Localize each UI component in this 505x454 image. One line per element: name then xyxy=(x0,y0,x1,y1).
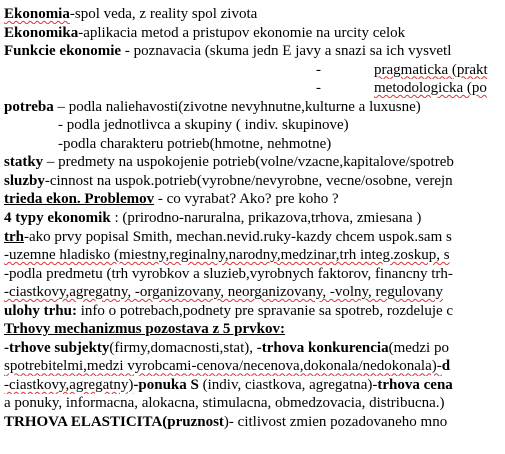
list-item-text: -podla predmetu (trh vyrobkov a sluzieb,vyrobnych faktorov, financny trh- xyxy=(4,265,453,282)
term-statky: statky xyxy=(4,154,44,171)
definition-text: : (prirodno-naruralna, prikazova,trhova, zmiesana ) xyxy=(110,210,422,227)
line-spotrebitelmi xyxy=(4,357,505,376)
list-item-text: -ciastkovy,agregatny, -organizovany, neorganizovany, -volny, regulovany xyxy=(4,284,444,301)
line-uzemne-hladisko xyxy=(4,246,505,265)
line-potreba-jednotlivca xyxy=(4,116,505,135)
term-trh: trh xyxy=(4,228,24,245)
line-potreba xyxy=(4,98,505,117)
term-4-typy-ekonomik: 4 typy ekonomik xyxy=(4,210,111,227)
term-ulohy-trhu: ulohy trhu: xyxy=(4,302,77,319)
definition-text: info o potrebach,podnety pre spravanie sa spotreb, rozdeluje c xyxy=(76,302,454,319)
term-potreba: potreba xyxy=(4,98,54,115)
line-ciastkovy xyxy=(4,283,505,302)
line-trhove-subjekty xyxy=(4,339,505,358)
document-body xyxy=(4,5,505,432)
line-trhova-elasticita xyxy=(4,413,505,432)
line-ulohy-trhu xyxy=(4,302,505,321)
definition-text: -ciastkovy,agregatny) xyxy=(4,376,134,393)
definition-text: )- citlivost zmien pozadovaneho mno xyxy=(223,414,448,431)
term-trhova-konkurencia: -trhova konkurencia xyxy=(256,339,389,356)
line-metodologicka xyxy=(4,79,505,98)
list-item-text: -uzemne hladisko (miestny,reginalny,narodny,medzinar,trh integ.zoskup, s xyxy=(4,247,450,264)
term-fragment: d xyxy=(441,358,451,375)
definition-text: -cinnost na uspok.potrieb(vyrobne/nevyrobne, vecne/osobne, verejn xyxy=(44,172,453,189)
line-ponuka xyxy=(4,376,505,395)
definition-text: - poznavacia (skuma jedn E javy a snazi sa ich vysvetl xyxy=(121,43,452,60)
term-ekonomika: Ekonomika xyxy=(4,24,79,41)
definition-text: (firmy,domacnosti,stat), xyxy=(109,339,257,356)
list-item-text: - podla jednotlivca a skupiny ( indiv. skupinove) xyxy=(58,117,349,134)
line-pragmaticka xyxy=(4,61,505,80)
line-statky xyxy=(4,153,505,172)
definition-text: a ponuky, informacna, alokacna, stimulacna, obmedzovacia, distribucna.) xyxy=(4,395,445,412)
heading-trhovy-mechanizmus: Trhovy mechanizmus pozostava z 5 prvkov: xyxy=(4,321,285,338)
list-item-text: metodologicka (po xyxy=(374,80,487,97)
definition-text: -aplikacia metod a pristupov ekonomie na urcity celok xyxy=(78,24,406,41)
term-trhova-cena: trhova cena xyxy=(377,376,453,393)
definition-text: (indiv, ciastkova, agregatna)- xyxy=(198,376,378,393)
term-trhova-elasticita: TRHOVA ELASTICITA(pruznost xyxy=(4,414,224,431)
line-ekonomika xyxy=(4,24,505,43)
list-item-text: pragmaticka (prakt xyxy=(374,61,488,78)
list-dash: - xyxy=(316,80,321,97)
line-trhovy-mechanizmus xyxy=(4,320,505,339)
line-trieda-problemov xyxy=(4,190,505,209)
line-sluzby xyxy=(4,172,505,191)
definition-text: -spol veda, z reality spol zivota xyxy=(69,6,258,22)
term-ekonomia: Ekonomia xyxy=(4,6,70,22)
definition-text: spotrebitelmi,medzi vyrobcami-cenova/necenova,dokonala/nedokonala)- xyxy=(4,358,442,375)
definition-text: – podla naliehavosti(zivotne nevyhnutne,kulturne a luxusne) xyxy=(53,98,421,115)
term-funkcie-ekonomie: Funkcie ekonomie xyxy=(4,43,122,60)
definition-text: (medzi po xyxy=(388,339,449,356)
line-a-ponuky xyxy=(4,394,505,413)
term-trieda-ekon-problemov: trieda ekon. Problemov xyxy=(4,191,155,208)
line-typy-ekonomik xyxy=(4,209,505,228)
list-dash: - xyxy=(316,61,321,78)
line-podla-predmetu xyxy=(4,265,505,284)
list-item-text: -podla charakteru potrieb(hmotne, nehmotne) xyxy=(58,135,332,152)
definition-text: – predmety na uspokojenie potrieb(volne/vzacne,kapitalove/spotreb xyxy=(43,154,454,171)
line-funkcie-ekonomie xyxy=(4,42,505,61)
line-potreba-charakter xyxy=(4,135,505,154)
line-trh xyxy=(4,228,505,247)
definition-text: - co vyrabat? Ako? pre koho ? xyxy=(154,191,339,208)
term-sluzby: sluzby xyxy=(4,172,45,189)
line-ekonomia xyxy=(4,5,505,24)
term-ponuka-s: -ponuka S xyxy=(133,376,199,393)
definition-text: -ako prvy popisal Smith, mechan.nevid.ruky-kazdy chcem uspok.sam s xyxy=(24,228,452,245)
term-trhove-subjekty: -trhove subjekty xyxy=(4,339,110,356)
